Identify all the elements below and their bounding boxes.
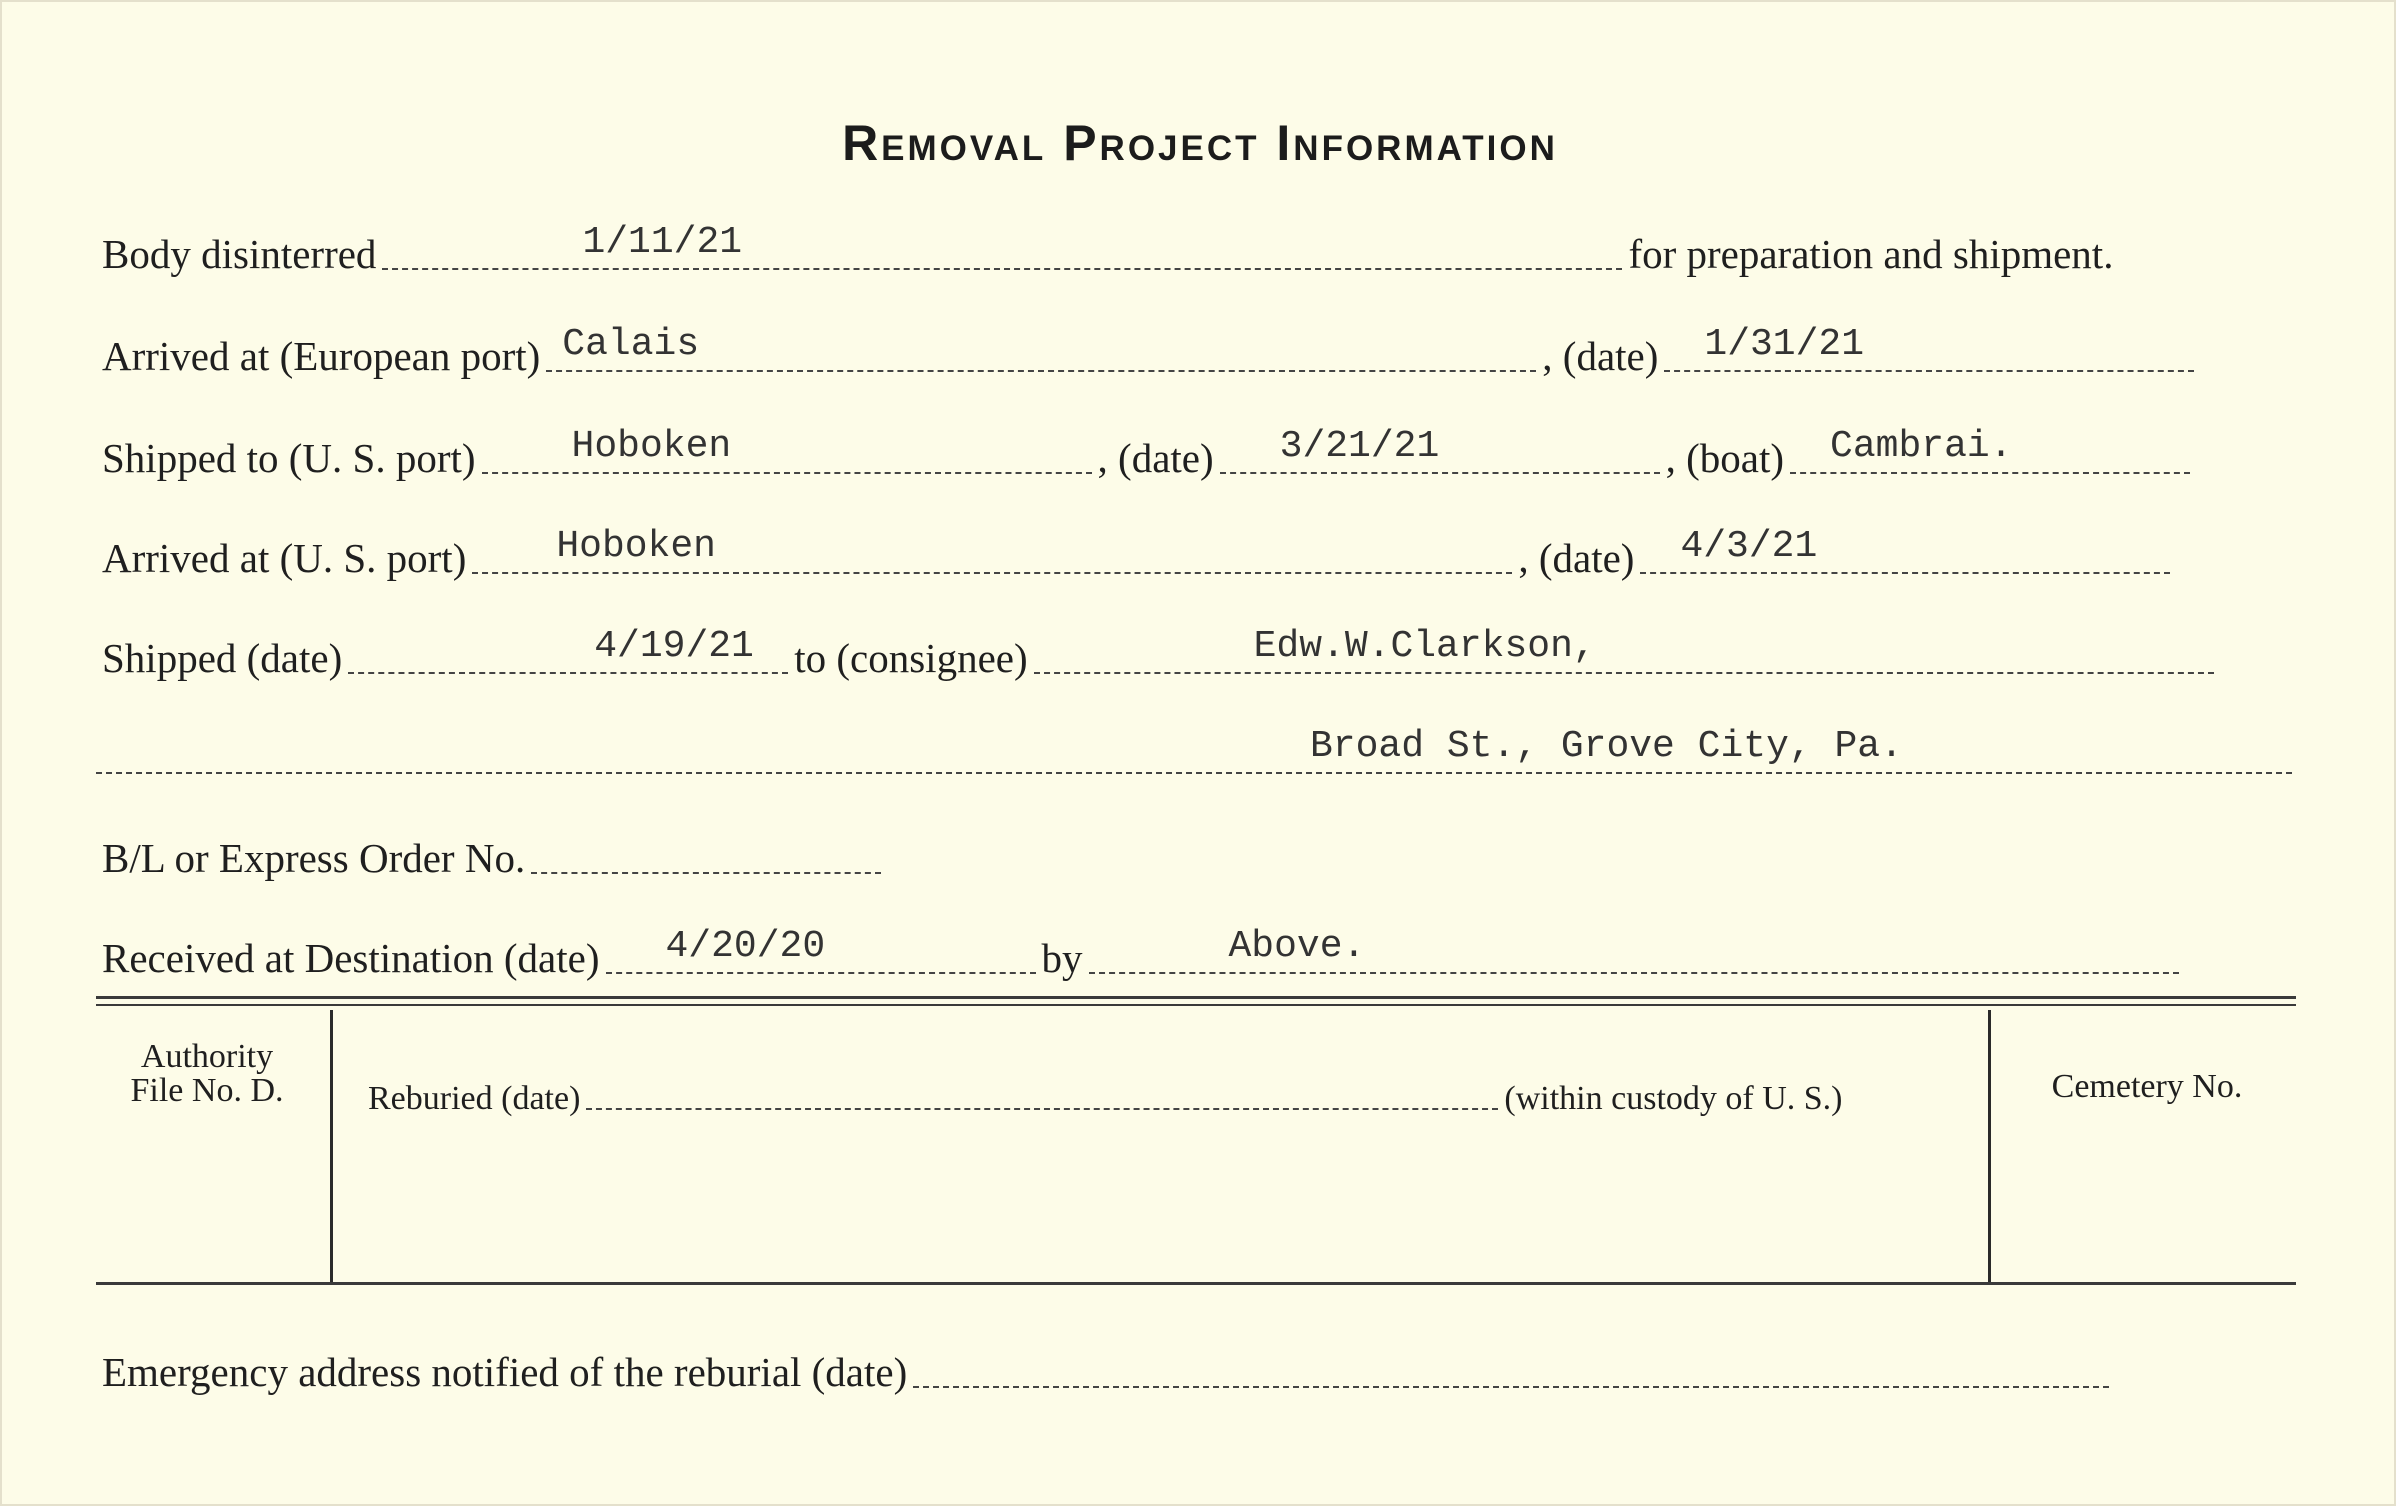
table-top-rule-inner xyxy=(96,1004,2296,1006)
row-emergency xyxy=(96,1336,2296,1396)
row-arrived-us xyxy=(96,522,2296,582)
european-port-field[interactable] xyxy=(546,323,1536,372)
reburied-label: Reburied (date) xyxy=(368,1080,581,1117)
european-date-value: 1/31/21 xyxy=(1704,323,1865,366)
shipped-us-date-value: 3/21/21 xyxy=(1279,425,1440,468)
emergency-label: Emergency address notified of the reburial (date) xyxy=(102,1349,908,1395)
arrived-european-label: Arrived at (European port) xyxy=(102,333,541,379)
boat-value: Cambrai. xyxy=(1830,425,2013,468)
arrived-us-date-value: 4/3/21 xyxy=(1680,525,1818,568)
shipped-us-label: Shipped to (U. S. port) xyxy=(102,435,476,481)
row-shipped xyxy=(96,622,2296,682)
shipped-us-date-field[interactable] xyxy=(1220,425,1660,474)
file-no-label: File No. D. xyxy=(130,1072,284,1109)
arrived-us-port-value: Hoboken xyxy=(556,525,716,568)
row-address xyxy=(96,722,2296,782)
table-top-rule xyxy=(96,996,2296,999)
bl-label: B/L or Express Order No. xyxy=(102,835,526,881)
shipped-label: Shipped (date) xyxy=(102,635,343,681)
received-date-field[interactable] xyxy=(606,925,1036,974)
european-date-field[interactable] xyxy=(1664,323,2194,372)
arrived-us-label: Arrived at (U. S. port) xyxy=(102,535,467,581)
table-divider-left xyxy=(330,1010,333,1282)
row-bl xyxy=(96,822,2296,882)
arrived-us-port-field[interactable] xyxy=(472,525,1512,574)
shipped-date-field[interactable] xyxy=(348,625,788,674)
received-by-value: Above. xyxy=(1228,925,1366,968)
custody-label: (within custody of U. S.) xyxy=(1504,1080,1843,1117)
authority-label: Authority xyxy=(140,1038,274,1075)
bl-field[interactable] xyxy=(531,830,881,874)
row-shipped-us xyxy=(96,422,2296,482)
body-disinterred-field[interactable] xyxy=(382,221,1622,270)
arrived-us-date-field[interactable] xyxy=(1640,525,2170,574)
emergency-date-field[interactable] xyxy=(913,1344,2109,1388)
row-reburied xyxy=(362,1058,1962,1118)
table-bottom-rule xyxy=(96,1282,2296,1285)
consignee-field[interactable] xyxy=(1034,625,2214,674)
body-disinterred-value: 1/11/21 xyxy=(582,221,743,264)
received-date-value: 4/20/20 xyxy=(665,925,826,968)
body-disinterred-label: Body disinterred xyxy=(102,231,377,277)
boat-field[interactable] xyxy=(1790,425,2190,474)
boat-label: , (boat) xyxy=(1665,435,1785,481)
body-disinterred-suffix: for preparation and shipment. xyxy=(1628,231,2114,277)
page-title: Removal Project Information xyxy=(842,115,1558,171)
shipped-date-value: 4/19/21 xyxy=(594,625,754,668)
received-label: Received at Destination (date) xyxy=(102,935,600,981)
cemetery-no-label: Cemetery No. xyxy=(2051,1068,2243,1105)
consignee-label: to (consignee) xyxy=(794,635,1028,681)
row-received xyxy=(96,922,2296,982)
shipped-us-date-label: , (date) xyxy=(1097,435,1214,481)
consignee-value: Edw.W.Clarkson, xyxy=(1253,625,1596,668)
address-value: Broad St., Grove City, Pa. xyxy=(1310,725,1903,768)
row-arrived-european xyxy=(96,320,2296,380)
reburied-field[interactable] xyxy=(586,1074,1498,1110)
us-port-field[interactable] xyxy=(482,425,1092,474)
received-by-field[interactable] xyxy=(1089,925,2179,974)
address-field[interactable] xyxy=(96,725,2292,774)
european-date-label: , (date) xyxy=(1542,333,1659,379)
table-divider-right xyxy=(1988,1010,1991,1282)
european-port-value: Calais xyxy=(562,323,700,366)
received-by-label: by xyxy=(1041,935,1083,981)
arrived-us-date-label: , (date) xyxy=(1518,535,1635,581)
us-port-value: Hoboken xyxy=(571,425,732,468)
row-body-disinterred xyxy=(96,218,2296,278)
